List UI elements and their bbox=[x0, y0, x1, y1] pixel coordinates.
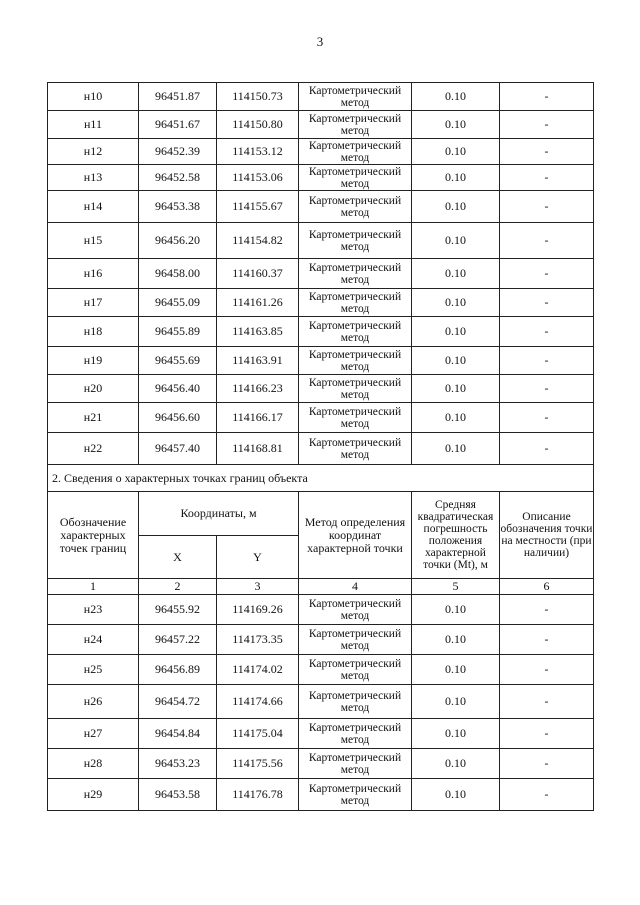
y-cell: 114154.82 bbox=[217, 223, 299, 259]
point-cell: н16 bbox=[48, 259, 139, 289]
x-cell: 96453.58 bbox=[139, 779, 217, 811]
table-row bbox=[48, 289, 594, 317]
description-cell: - bbox=[500, 347, 594, 375]
description-cell: - bbox=[500, 165, 594, 191]
table-row bbox=[48, 655, 594, 685]
description-cell: - bbox=[500, 139, 594, 165]
header-accuracy: Средняя квадратическая погрешность положения характерной точки (Mt), м bbox=[412, 492, 500, 579]
description-cell: - bbox=[500, 625, 594, 655]
table-row bbox=[48, 403, 594, 433]
point-cell: н27 bbox=[48, 719, 139, 749]
table-row bbox=[48, 139, 594, 165]
method-cell: Картометрический метод bbox=[299, 625, 412, 655]
table-body-part2 bbox=[48, 595, 594, 811]
page-number: 3 bbox=[316, 34, 324, 49]
method-cell: Картометрический метод bbox=[299, 655, 412, 685]
table-row bbox=[48, 749, 594, 779]
y-cell: 114166.23 bbox=[217, 375, 299, 403]
column-number: 3 bbox=[217, 579, 299, 595]
accuracy-cell: 0.10 bbox=[412, 779, 500, 811]
accuracy-cell: 0.10 bbox=[412, 595, 500, 625]
description-cell: - bbox=[500, 719, 594, 749]
point-cell: н21 bbox=[48, 403, 139, 433]
x-cell: 96456.89 bbox=[139, 655, 217, 685]
accuracy-cell: 0.10 bbox=[412, 375, 500, 403]
description-cell: - bbox=[500, 595, 594, 625]
y-cell: 114175.04 bbox=[217, 719, 299, 749]
x-cell: 96457.40 bbox=[139, 433, 217, 465]
method-cell: Картометрический метод bbox=[299, 259, 412, 289]
x-cell: 96458.00 bbox=[139, 259, 217, 289]
header-coordinates: Координаты, м bbox=[139, 492, 299, 536]
accuracy-cell: 0.10 bbox=[412, 165, 500, 191]
accuracy-cell: 0.10 bbox=[412, 289, 500, 317]
header-y: Y bbox=[217, 536, 299, 579]
table-row bbox=[48, 83, 594, 111]
method-cell: Картометрический метод bbox=[299, 433, 412, 465]
accuracy-cell: 0.10 bbox=[412, 83, 500, 111]
description-cell: - bbox=[500, 317, 594, 347]
header-row-top bbox=[48, 492, 594, 536]
point-cell: н28 bbox=[48, 749, 139, 779]
description-cell: - bbox=[500, 433, 594, 465]
accuracy-cell: 0.10 bbox=[412, 685, 500, 719]
accuracy-cell: 0.10 bbox=[412, 347, 500, 375]
method-cell: Картометрический метод bbox=[299, 223, 412, 259]
y-cell: 114174.02 bbox=[217, 655, 299, 685]
description-cell: - bbox=[500, 111, 594, 139]
accuracy-cell: 0.10 bbox=[412, 655, 500, 685]
method-cell: Картометрический метод bbox=[299, 375, 412, 403]
table-row bbox=[48, 223, 594, 259]
method-cell: Картометрический метод bbox=[299, 595, 412, 625]
accuracy-cell: 0.10 bbox=[412, 139, 500, 165]
y-cell: 114174.66 bbox=[217, 685, 299, 719]
description-cell: - bbox=[500, 83, 594, 111]
x-cell: 96456.40 bbox=[139, 375, 217, 403]
y-cell: 114153.12 bbox=[217, 139, 299, 165]
x-cell: 96456.20 bbox=[139, 223, 217, 259]
method-cell: Картометрический метод bbox=[299, 165, 412, 191]
x-cell: 96453.38 bbox=[139, 191, 217, 223]
description-cell: - bbox=[500, 191, 594, 223]
section-title-row bbox=[48, 465, 594, 492]
x-cell: 96455.09 bbox=[139, 289, 217, 317]
header-method: Метод определения координат характерной точки bbox=[299, 492, 412, 579]
y-cell: 114163.85 bbox=[217, 317, 299, 347]
x-cell: 96455.89 bbox=[139, 317, 217, 347]
method-cell: Картометрический метод bbox=[299, 347, 412, 375]
x-cell: 96455.92 bbox=[139, 595, 217, 625]
table-row bbox=[48, 317, 594, 347]
x-cell: 96452.39 bbox=[139, 139, 217, 165]
x-cell: 96457.22 bbox=[139, 625, 217, 655]
y-cell: 114169.26 bbox=[217, 595, 299, 625]
point-cell: н26 bbox=[48, 685, 139, 719]
point-cell: н10 bbox=[48, 83, 139, 111]
table-body-part1 bbox=[48, 83, 594, 465]
point-cell: н19 bbox=[48, 347, 139, 375]
table-row bbox=[48, 111, 594, 139]
column-number: 4 bbox=[299, 579, 412, 595]
description-cell: - bbox=[500, 259, 594, 289]
method-cell: Картометрический метод bbox=[299, 685, 412, 719]
header-x: X bbox=[139, 536, 217, 579]
y-cell: 114173.35 bbox=[217, 625, 299, 655]
point-cell: н25 bbox=[48, 655, 139, 685]
y-cell: 114168.81 bbox=[217, 433, 299, 465]
table-row bbox=[48, 433, 594, 465]
method-cell: Картометрический метод bbox=[299, 719, 412, 749]
point-cell: н29 bbox=[48, 779, 139, 811]
x-cell: 96454.84 bbox=[139, 719, 217, 749]
description-cell: - bbox=[500, 655, 594, 685]
description-cell: - bbox=[500, 403, 594, 433]
accuracy-cell: 0.10 bbox=[412, 433, 500, 465]
table-row bbox=[48, 625, 594, 655]
description-cell: - bbox=[500, 779, 594, 811]
y-cell: 114166.17 bbox=[217, 403, 299, 433]
header-description: Описание обозначения точки на местности (при наличии) bbox=[500, 492, 594, 579]
y-cell: 114175.56 bbox=[217, 749, 299, 779]
y-cell: 114155.67 bbox=[217, 191, 299, 223]
method-cell: Картометрический метод bbox=[299, 289, 412, 317]
accuracy-cell: 0.10 bbox=[412, 403, 500, 433]
accuracy-cell: 0.10 bbox=[412, 625, 500, 655]
point-cell: н12 bbox=[48, 139, 139, 165]
accuracy-cell: 0.10 bbox=[412, 719, 500, 749]
accuracy-cell: 0.10 bbox=[412, 749, 500, 779]
point-cell: н24 bbox=[48, 625, 139, 655]
y-cell: 114163.91 bbox=[217, 347, 299, 375]
method-cell: Картометрический метод bbox=[299, 317, 412, 347]
description-cell: - bbox=[500, 685, 594, 719]
table-row bbox=[48, 779, 594, 811]
point-cell: н14 bbox=[48, 191, 139, 223]
header-designation: Обозначение характерных точек границ bbox=[48, 492, 139, 579]
column-number: 6 bbox=[500, 579, 594, 595]
accuracy-cell: 0.10 bbox=[412, 317, 500, 347]
x-cell: 96452.58 bbox=[139, 165, 217, 191]
x-cell: 96451.67 bbox=[139, 111, 217, 139]
table-row bbox=[48, 347, 594, 375]
method-cell: Картометрический метод bbox=[299, 779, 412, 811]
x-cell: 96456.60 bbox=[139, 403, 217, 433]
x-cell: 96455.69 bbox=[139, 347, 217, 375]
boundary-points-table bbox=[47, 82, 594, 811]
accuracy-cell: 0.10 bbox=[412, 111, 500, 139]
table-row bbox=[48, 685, 594, 719]
accuracy-cell: 0.10 bbox=[412, 259, 500, 289]
y-cell: 114160.37 bbox=[217, 259, 299, 289]
table-row bbox=[48, 165, 594, 191]
method-cell: Картометрический метод bbox=[299, 111, 412, 139]
method-cell: Картометрический метод bbox=[299, 403, 412, 433]
column-number-row bbox=[48, 579, 594, 595]
method-cell: Картометрический метод bbox=[299, 139, 412, 165]
accuracy-cell: 0.10 bbox=[412, 191, 500, 223]
x-cell: 96454.72 bbox=[139, 685, 217, 719]
point-cell: н17 bbox=[48, 289, 139, 317]
method-cell: Картометрический метод bbox=[299, 749, 412, 779]
table-row bbox=[48, 259, 594, 289]
y-cell: 114161.26 bbox=[217, 289, 299, 317]
table-row bbox=[48, 595, 594, 625]
accuracy-cell: 0.10 bbox=[412, 223, 500, 259]
table-row bbox=[48, 375, 594, 403]
point-cell: н11 bbox=[48, 111, 139, 139]
description-cell: - bbox=[500, 749, 594, 779]
description-cell: - bbox=[500, 289, 594, 317]
description-cell: - bbox=[500, 375, 594, 403]
x-cell: 96451.87 bbox=[139, 83, 217, 111]
point-cell: н20 bbox=[48, 375, 139, 403]
point-cell: н23 bbox=[48, 595, 139, 625]
table-row bbox=[48, 719, 594, 749]
point-cell: н18 bbox=[48, 317, 139, 347]
table-row bbox=[48, 191, 594, 223]
section-title: 2. Сведения о характерных точках границ объекта bbox=[48, 465, 594, 492]
point-cell: н13 bbox=[48, 165, 139, 191]
point-cell: н15 bbox=[48, 223, 139, 259]
y-cell: 114150.80 bbox=[217, 111, 299, 139]
column-number: 2 bbox=[139, 579, 217, 595]
x-cell: 96453.23 bbox=[139, 749, 217, 779]
method-cell: Картометрический метод bbox=[299, 83, 412, 111]
column-number: 1 bbox=[48, 579, 139, 595]
y-cell: 114150.73 bbox=[217, 83, 299, 111]
column-number: 5 bbox=[412, 579, 500, 595]
y-cell: 114153.06 bbox=[217, 165, 299, 191]
y-cell: 114176.78 bbox=[217, 779, 299, 811]
description-cell: - bbox=[500, 223, 594, 259]
method-cell: Картометрический метод bbox=[299, 191, 412, 223]
table-header-part2 bbox=[48, 465, 594, 595]
point-cell: н22 bbox=[48, 433, 139, 465]
